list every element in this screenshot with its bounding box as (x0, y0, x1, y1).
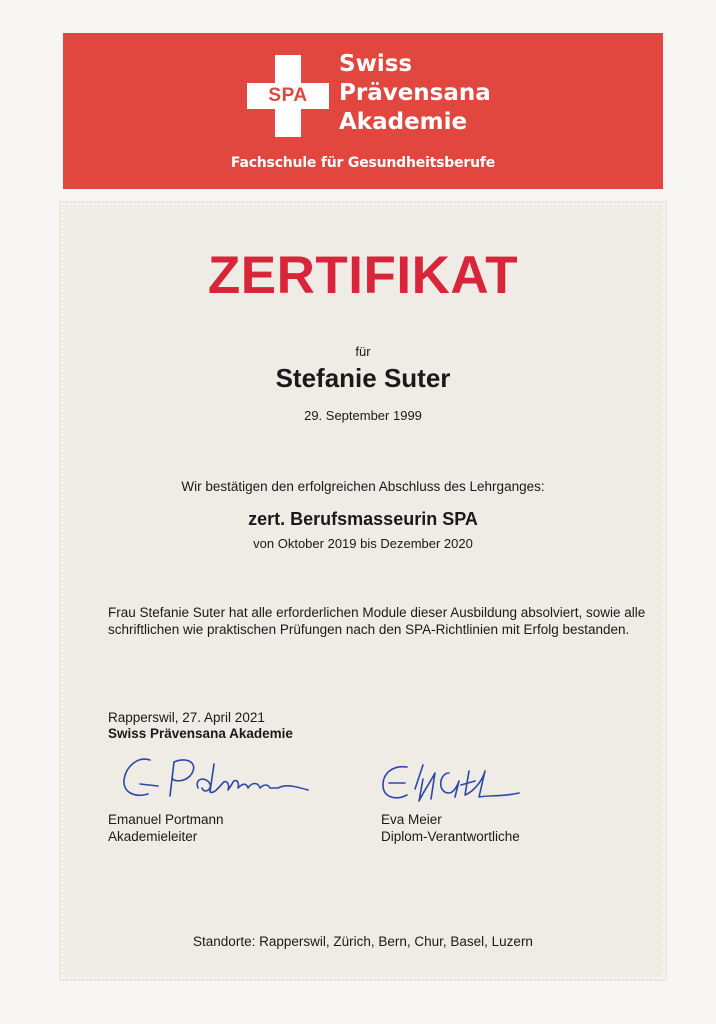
issuer-name: Swiss Prävensana Akademie (108, 726, 293, 741)
brand-name (339, 50, 491, 137)
signatory-role: Akademieleiter (108, 829, 198, 844)
signatory-portmann (108, 811, 224, 845)
course-title: zert. Berufsmasseurin SPA (248, 509, 478, 529)
signatory-role: Diplom-Verantwortliche (381, 829, 520, 844)
header-banner (63, 33, 663, 189)
signatory-name: Emanuel Portmann (108, 812, 224, 827)
brand-line-2: Prävensana (339, 80, 491, 106)
birth-date: 29. September 1999 (304, 408, 422, 423)
brand-line-1: Swiss (339, 51, 413, 77)
signature-portmann-icon (118, 748, 328, 808)
logo-text: SPA (268, 85, 308, 106)
brand-line-3: Akademie (339, 109, 468, 135)
tagline: Fachschule für Gesundheitsberufe (230, 155, 496, 171)
recipient-name: Stefanie Suter (275, 363, 451, 393)
course-period: von Oktober 2019 bis Dezember 2020 (253, 536, 473, 551)
completion-paragraph: Frau Stefanie Suter hat alle erforderlichen Module dieser Ausbildung absolviert, sowie alle schriftlichen wie praktischen Prüfungen nach den SPA-Richtlinien mit Erfolg bestanden. (108, 605, 646, 637)
place-date: Rapperswil, 27. April 2021 (108, 710, 265, 725)
for-label: für (355, 344, 371, 359)
signatory-name: Eva Meier (381, 812, 442, 827)
signature-meier-icon (379, 759, 529, 809)
locations-footer: Standorte: Rapperswil, Zürich, Bern, Chur, Basel, Luzern (193, 934, 533, 949)
signatory-meier (381, 811, 520, 845)
confirmation-text: Wir bestätigen den erfolgreichen Abschluss des Lehrganges: (181, 479, 545, 494)
swiss-cross-logo-icon (247, 55, 329, 137)
certificate-body (61, 203, 665, 979)
certificate-title: ZERTIFIKAT (207, 246, 519, 305)
